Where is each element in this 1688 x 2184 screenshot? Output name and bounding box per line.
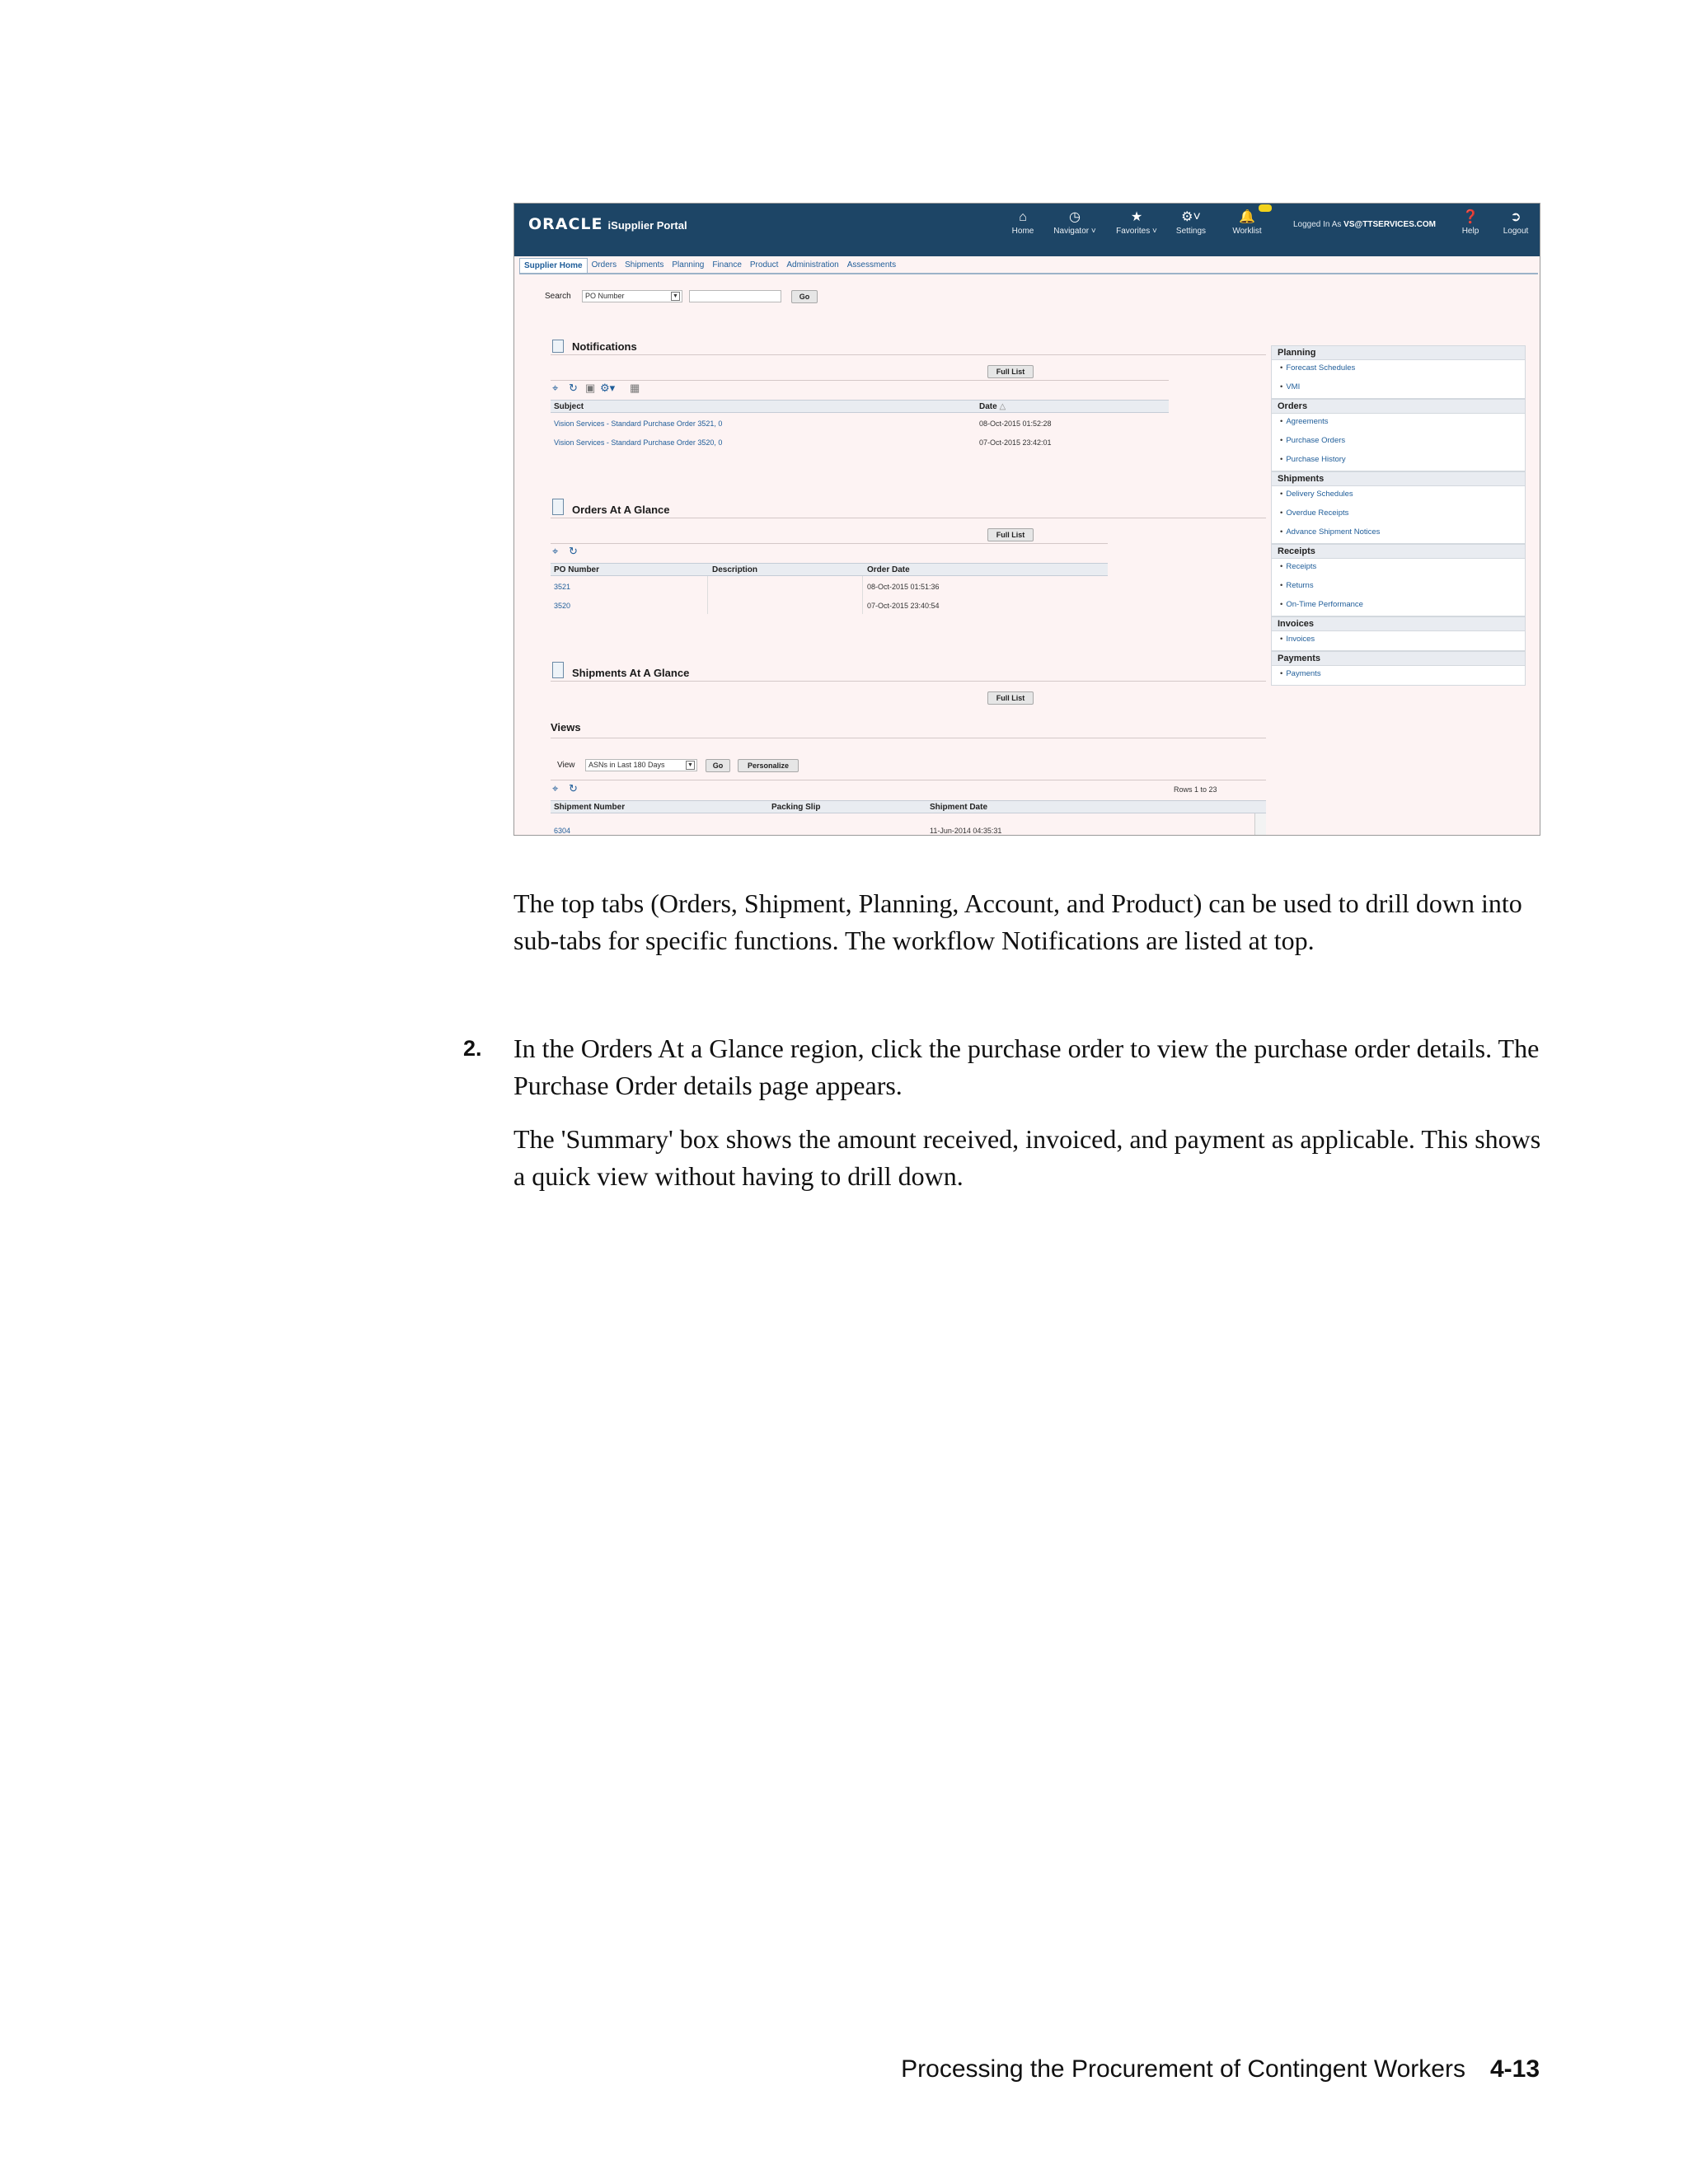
step-number: 2. — [463, 1036, 482, 1061]
logged-in-info — [1293, 220, 1436, 229]
help-icon: ❓ — [1462, 210, 1479, 224]
orders-toolbar-top — [551, 543, 1108, 544]
order-row-2-po[interactable]: 3520 — [554, 602, 571, 610]
notification-row-1-date: 08-Oct-2015 01:52:28 — [979, 419, 1052, 428]
detach-icon[interactable]: ⌖ — [552, 545, 559, 557]
col-shipment-number[interactable]: Shipment Number — [554, 803, 626, 812]
gear-icon[interactable]: ⚙▾ — [600, 382, 616, 394]
tab-administration[interactable]: Administration — [786, 260, 839, 269]
search-type-select[interactable] — [582, 290, 682, 302]
help-button[interactable] — [1456, 209, 1485, 236]
tab-assessments[interactable]: Assessments — [846, 260, 897, 269]
notification-row-2-subject[interactable]: Vision Services - Standard Purchase Order 3520, 0 — [554, 438, 723, 447]
order-row-2-date: 07-Oct-2015 23:40:54 — [867, 602, 940, 610]
refresh-icon[interactable]: ↻ — [569, 382, 578, 394]
help-label: Help — [1461, 227, 1479, 236]
sidebar-link-invoices[interactable]: • Invoices — [1272, 631, 1525, 650]
sidebar-section-shipments — [1271, 471, 1526, 544]
shipments-region-icon — [552, 662, 564, 678]
gear-icon: ⚙˅ — [1181, 210, 1201, 224]
sidebar-link-agreements[interactable]: • Agreements — [1272, 414, 1525, 433]
shipments-full-list-button[interactable]: Full List — [987, 691, 1034, 705]
tab-orders[interactable]: Orders — [591, 260, 617, 269]
logout-icon: ➲ — [1510, 210, 1522, 224]
shipments-divider — [551, 681, 1266, 682]
order-row-1-po[interactable]: 3521 — [554, 583, 571, 591]
navigator-icon: ◷ — [1069, 210, 1081, 224]
rows-info: Rows 1 to 23 — [1174, 785, 1217, 794]
logged-in-user: VS@TTSERVICES.COM — [1343, 220, 1436, 229]
nav-worklist-button[interactable] — [1226, 209, 1268, 236]
col-subject[interactable]: Subject — [554, 402, 584, 411]
view-row-1-shipment[interactable]: 6304 — [554, 827, 571, 835]
nav-settings-button[interactable] — [1170, 209, 1212, 236]
col-date-label: Date — [979, 402, 997, 411]
sidebar-link-advance-shipment-notices[interactable]: • Advance Shipment Notices — [1272, 524, 1525, 543]
paragraph-summary-box: The 'Summary' box shows the amount received, invoiced, and payment as applicable. This shows a quick view without having to drill down. — [513, 1124, 1541, 1191]
orders-col-sep-1 — [707, 576, 708, 614]
tab-product[interactable]: Product — [749, 260, 779, 269]
home-icon: ⌂ — [1019, 210, 1027, 224]
sidebar-heading-planning: Planning — [1272, 346, 1525, 360]
step-2-text: In the Orders At a Glance region, click the purchase order to view the purchase order details. The Purchase Order details page appears. — [513, 1033, 1540, 1100]
logged-in-prefix: Logged In As — [1293, 220, 1342, 229]
view-label: View — [557, 761, 575, 770]
orders-full-list-button[interactable]: Full List — [987, 528, 1034, 541]
personalize-button[interactable]: Personalize — [738, 759, 799, 772]
orders-region-icon — [552, 499, 564, 515]
sidebar-link-forecast-schedules[interactable]: • Forecast Schedules — [1272, 360, 1525, 379]
sidebar-link-overdue-receipts[interactable]: • Overdue Receipts — [1272, 505, 1525, 524]
notifications-divider — [551, 354, 1266, 355]
sidebar-heading-invoices: Invoices — [1272, 617, 1525, 631]
page-footer — [901, 2055, 1540, 2083]
sidebar-link-purchase-orders[interactable]: • Purchase Orders — [1272, 433, 1525, 452]
col-shipment-date[interactable]: Shipment Date — [930, 803, 988, 812]
search-input[interactable] — [689, 290, 781, 302]
col-description[interactable]: Description — [712, 565, 758, 574]
refresh-icon[interactable]: ↻ — [569, 782, 578, 794]
tab-planning[interactable]: Planning — [672, 260, 705, 269]
order-row-1-date: 08-Oct-2015 01:51:36 — [867, 583, 940, 591]
brand-logo — [528, 215, 687, 233]
notifications-title: Notifications — [572, 340, 637, 353]
col-date[interactable] — [979, 402, 1006, 411]
col-po-number[interactable]: PO Number — [554, 565, 600, 574]
nav-home-button[interactable] — [1005, 209, 1041, 236]
sidebar-section-payments — [1271, 651, 1526, 686]
sidebar-heading-receipts: Receipts — [1272, 545, 1525, 559]
tab-shipments[interactable]: Shipments — [625, 260, 664, 269]
search-type-value: PO Number — [585, 292, 625, 300]
view-row-1-date: 11-Jun-2014 04:35:31 — [930, 827, 1002, 835]
notification-row-2-date: 07-Oct-2015 23:42:01 — [979, 438, 1052, 447]
tab-supplier-home[interactable]: Supplier Home — [519, 258, 588, 273]
sidebar-link-vmi[interactable]: • VMI — [1272, 379, 1525, 398]
notifications-toolbar-top — [551, 380, 1169, 381]
sidebar-heading-payments: Payments — [1272, 652, 1525, 666]
orders-table-header — [551, 563, 1108, 576]
col-packing-slip[interactable]: Packing Slip — [771, 803, 821, 812]
quick-links-sidebar — [1271, 345, 1526, 686]
tab-finance[interactable]: Finance — [712, 260, 742, 269]
notifications-region-icon — [552, 340, 564, 353]
sidebar-section-receipts — [1271, 544, 1526, 616]
nav-favorites-button[interactable]: ★ Favorites ˅ — [1110, 209, 1163, 236]
sidebar-section-planning — [1271, 345, 1526, 399]
search-label: Search — [545, 292, 571, 301]
top-tabs — [519, 258, 1538, 274]
portal-header — [514, 204, 1540, 256]
nav-settings-label: Settings — [1175, 227, 1207, 236]
view-select-value: ASNs in Last 180 Days — [588, 761, 665, 769]
isupplier-screenshot — [513, 203, 1540, 836]
chevron-down-icon: ▼ — [686, 761, 695, 770]
refresh-icon[interactable]: ↻ — [569, 545, 578, 557]
chevron-down-icon: ▼ — [671, 292, 680, 301]
nav-home-label: Home — [1011, 227, 1034, 236]
paragraph-top-tabs: The top tabs (Orders, Shipment, Planning, Account, and Product) can be used to drill down into sub-tabs for specific functions. The workflow Notifications are listed at top. — [513, 888, 1522, 955]
columns-icon[interactable]: ▦ — [630, 382, 640, 394]
notifications-full-list-button[interactable]: Full List — [987, 365, 1034, 378]
nav-navigator-label: Navigator — [1053, 227, 1090, 236]
logout-label: Logout — [1503, 227, 1529, 236]
notifications-table-header — [551, 400, 1169, 413]
nav-navigator-button[interactable]: ◷ Navigator ˅ — [1048, 209, 1102, 236]
footer-page-number: 4-13 — [1489, 2055, 1540, 2083]
sort-ascending-icon: △ — [999, 402, 1006, 411]
detach-icon[interactable]: ⌖ — [552, 382, 559, 394]
sidebar-link-returns[interactable]: • Returns — [1272, 578, 1525, 597]
detach-icon[interactable]: ⌖ — [552, 782, 559, 794]
oracle-logo: ORACLE — [528, 215, 603, 233]
sidebar-heading-shipments: Shipments — [1272, 472, 1525, 486]
shipments-title: Shipments At A Glance — [572, 667, 690, 679]
portal-name: iSupplier Portal — [607, 219, 687, 232]
bell-icon: 🔔 — [1239, 210, 1255, 224]
sidebar-section-invoices — [1271, 616, 1526, 651]
star-icon: ★ — [1130, 210, 1143, 224]
export-icon[interactable]: ▣ — [585, 382, 596, 394]
views-scrollbar[interactable] — [1254, 813, 1266, 836]
orders-col-sep-2 — [862, 576, 863, 614]
nav-worklist-label: Worklist — [1232, 227, 1262, 236]
notification-row-1-subject[interactable]: Vision Services - Standard Purchase Order 3521, 0 — [554, 419, 723, 428]
sidebar-section-orders — [1271, 399, 1526, 471]
nav-favorites-label: Favorites — [1116, 227, 1151, 236]
views-title: Views — [551, 721, 581, 733]
footer-chapter-title: Processing the Procurement of Contingent Workers — [901, 2055, 1465, 2083]
views-table-header — [551, 800, 1266, 813]
sidebar-heading-orders: Orders — [1272, 400, 1525, 414]
search-go-button[interactable]: Go — [791, 290, 818, 303]
view-go-button[interactable]: Go — [706, 759, 730, 772]
sidebar-link-delivery-schedules[interactable]: • Delivery Schedules — [1272, 486, 1525, 505]
orders-title: Orders At A Glance — [572, 504, 670, 516]
sidebar-link-on-time-performance[interactable]: • On-Time Performance — [1272, 597, 1525, 616]
sidebar-link-receipts[interactable]: • Receipts — [1272, 559, 1525, 578]
sidebar-link-purchase-history[interactable]: • Purchase History — [1272, 452, 1525, 471]
col-order-date[interactable]: Order Date — [867, 565, 910, 574]
view-select[interactable] — [585, 759, 697, 771]
logout-button[interactable] — [1499, 209, 1532, 236]
sidebar-link-payments[interactable]: • Payments — [1272, 666, 1525, 685]
